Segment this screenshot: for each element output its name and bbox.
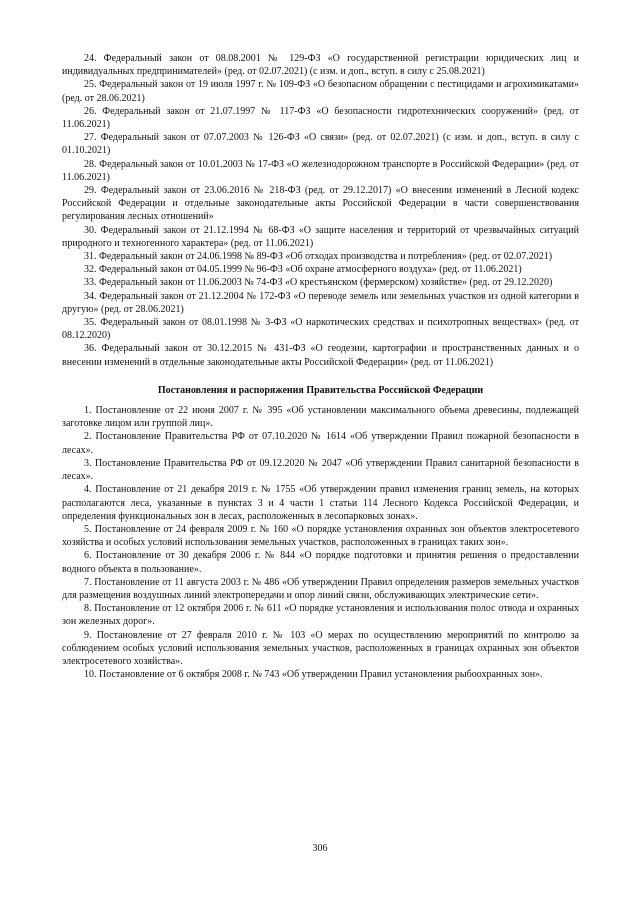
law-entry-27: 27. Федеральный закон от 07.07.2003 № 126-ФЗ «О связи» (ред. от 02.07.2021) (с изм. и доп., вступ. в силу с 01.10.2021) [62, 132, 579, 157]
law-entry-33: 33. Федеральный закон от 11.06.2003 № 74-ФЗ «О крестьянском (фермерском) хозяйстве» (ред. от 29.12.2020) [84, 277, 553, 289]
law-entry-28: 28. Федеральный закон от 10.01.2003 № 17-ФЗ «О железнодорожном транспорте в Российской Федерации» (ред. от 11.06.2021) [62, 158, 579, 183]
decree-entry-3: 3. Постановление Правительства РФ от 09.12.2020 № 2047 «Об утверждении Правил санитарной безопасности в лесах». [62, 457, 579, 483]
decree-entry-9: 9. Постановление от 27 февраля 2010 г. № 103 «О мерах по осуществлению мероприятий по контролю за соблюдением особых условий использования земельных участков, расположенных в границах охранных зон объектов электросетевого хозяйства». [62, 629, 579, 667]
law-entry-25: 25. Федеральный закон от 19 июля 1997 г. № 109-ФЗ «О безопасном обращении с пестицидами и агрохимикатами» (ред. от 28.06.2021) [62, 79, 579, 104]
decree-entry-6: 6. Постановление от 30 декабря 2006 г. № 844 «О порядке подготовки и принятия решения о предоставлении водного объекта в пользование». [62, 550, 579, 575]
laws-list [62, 52, 579, 369]
decree-entry-4: 4. Постановление от 21 декабря 2019 г. № 1755 «Об утверждении правил изменения границ земель, на которых располагаются леса, указанные в пунктах 3 и 4 части 1 статьи 114 Лесного Кодекса Российской Федерации, и определения функциональных зон в лесах, расположенных в лесопарковых зонах». [62, 484, 579, 522]
decree-entry-8: 8. Постановление от 12 октября 2006 г. № 611 «О порядке установления и использования полос отвода и охранных зон железных дорог». [62, 603, 579, 628]
law-entry-36: 36. Федеральный закон от 30.12.2015 № 431-ФЗ «О геодезии, картографии и пространственных данных и о внесении изменений в отдельные законодательные акты Российской Федерации» (ред. от 11.06.2021) [62, 343, 579, 368]
section-heading: Постановления и распоряжения Правительства Российской Федерации [157, 384, 484, 396]
decree-entry-2: 2. Постановление Правительства РФ от 07.10.2020 № 1614 «Об утверждении Правил пожарной безопасности в лесах». [62, 431, 579, 456]
law-entry-35: 35. Федеральный закон от 08.01.1998 № 3-ФЗ «О наркотических средствах и психотропных веществах» (ред. от 08.12.2020) [62, 317, 579, 342]
decrees-list [62, 404, 579, 681]
page-number: 306 [312, 843, 328, 854]
law-entry-24: 24. Федеральный закон от 08.08.2001 № 129-ФЗ «О государственной регистрации юридических лиц и индивидуальных предпринимателей» (ред. от 02.07.2021) (с изм. и доп., вступ. в силу с 25.08.2021) [62, 53, 579, 78]
decree-entry-7: 7. Постановление от 11 августа 2003 г. № 486 «Об утверждении Правил определения размеров земельных участков для размещения воздушных линий электропередачи и опор линий связи, обслуживающих электрические сети». [62, 576, 579, 601]
law-entry-30: 30. Федеральный закон от 21.12.1994 № 68-ФЗ «О защите населения и территорий от чрезвычайных ситуаций природного и техногенного характера» (ред. от 11.06.2021) [62, 224, 579, 249]
decree-entry-10: 10. Постановление от 6 октября 2008 г. № 743 «Об утверждении Правил установления рыбоохранных зон». [84, 669, 543, 681]
law-entry-29: 29. Федеральный закон от 23.06.2016 № 218-ФЗ (ред. от 29.12.2017) «О внесении изменений в Лесной кодекс Российской Федерации и отдельные законодательные акты Российской Федерации в части совершенствования регулирования лесных отношений» [62, 185, 579, 223]
law-entry-31: 31. Федеральный закон от 24.06.1998 № 89-ФЗ «Об отходах производства и потребления» (ред. от 02.07.2021) [84, 251, 553, 263]
law-entry-26: 26. Федеральный закон от 21.07.1997 № 117-ФЗ «О безопасности гидротехнических сооружений» (ред. от 11.06.2021) [62, 105, 579, 131]
law-entry-32: 32. Федеральный закон от 04.05.1999 № 96-ФЗ «Об охране атмосферного воздуха» (ред. от 11.06.2021) [84, 264, 522, 276]
law-entry-34: 34. Федеральный закон от 21.12.2004 № 172-ФЗ «О переводе земель или земельных участков из одной категории в другую» (ред. от 28.06.2021) [62, 290, 579, 315]
document-page [62, 52, 579, 681]
decree-entry-5: 5. Постановление от 24 февраля 2009 г. № 160 «О порядке установления охранных зон объектов электросетевого хозяйства и особых условий использования земельных участков, расположенных в границах таких зон». [62, 523, 579, 549]
decree-entry-1: 1. Постановление от 22 июня 2007 г. № 395 «Об установлении максимального объема древесины, подлежащей заготовке лицом или группой лиц». [62, 405, 579, 430]
